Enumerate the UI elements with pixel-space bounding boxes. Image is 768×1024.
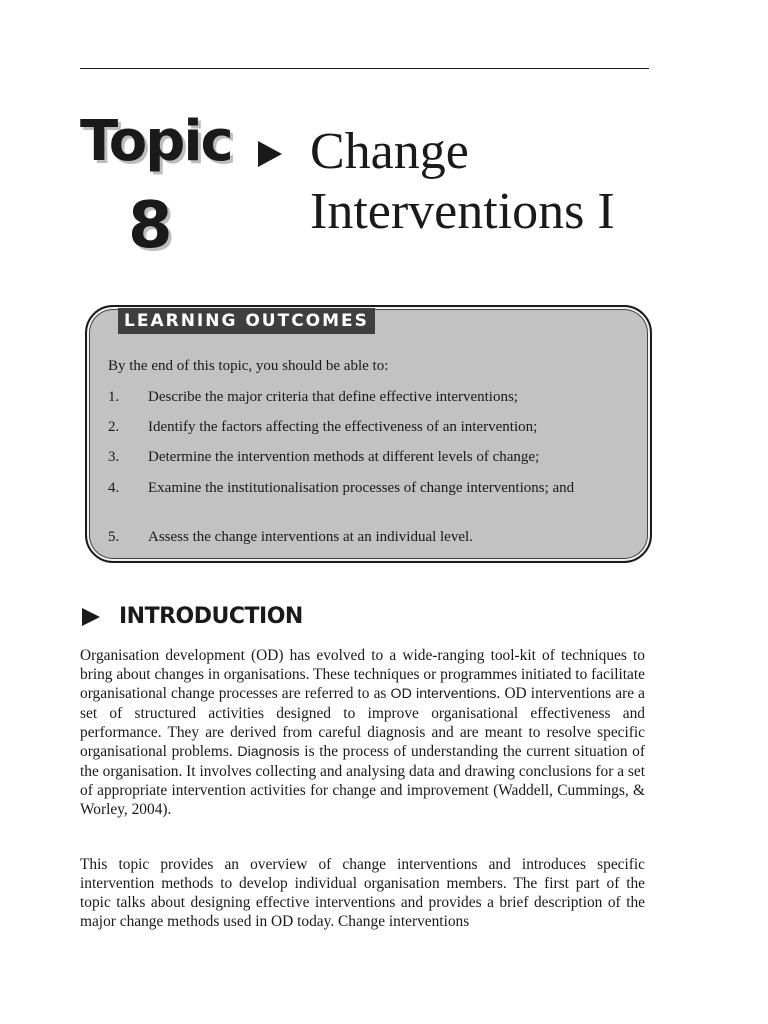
item-text: Examine the institutionalisation processes of change interventions; and [148, 480, 575, 496]
topic-number: 8 [128, 189, 173, 263]
chapter-title [310, 122, 615, 242]
paragraph-text: Organisation development (OD) has evolved to a wide-ranging tool-kit of techniques to bring about changes in organisations. These techniques or programmes initiated to facilitate organisational change processes are referred to as [80, 647, 645, 702]
paragraph-text: . OD interventions are a set of structured activities designed to improve organisational effectiveness and performance. They are derived from careful diagnosis and are meant to resolve specific organisational problems. [80, 685, 645, 760]
learning-outcomes-intro: By the end of this topic, you should be able to: [108, 358, 389, 374]
learning-outcomes-heading: LEARNING OUTCOMES [118, 308, 375, 334]
introduction-paragraph-1 [80, 646, 645, 819]
keyword-diagnosis: Diagnosis [237, 744, 300, 760]
topic-label: Topic [80, 109, 232, 174]
item-text: Identify the factors affecting the effectiveness of an intervention; [148, 419, 538, 435]
item-number: 1. [108, 389, 120, 405]
triangle-arrow-icon [82, 608, 100, 626]
item-number: 3. [108, 449, 120, 465]
top-rule [80, 68, 649, 69]
item-number: 4. [108, 480, 120, 496]
introduction-paragraph-2: This topic provides an overview of change interventions and introduces specific intervention methods to develop individual organisation members. The first part of the topic talks about designing effective interventions and provides a brief description of the major change methods used in OD today. Change interventions [80, 856, 645, 930]
paragraph-text: is the process of understanding the current situation of the organisation. It involves collecting and analysing data and drawing conclusions for a set of appropriate intervention activities for change and improvement (Waddell, Cummings, & Worley, 2004). [80, 743, 645, 818]
item-text: Determine the intervention methods at different levels of change; [148, 449, 540, 465]
item-number: 2. [108, 419, 120, 435]
item-text: Assess the change interventions at an individual level. [148, 529, 473, 545]
item-text: Describe the major criteria that define effective interventions; [148, 389, 518, 405]
chapter-title-line2: Interventions I [310, 183, 615, 240]
chapter-title-line1: Change [310, 123, 469, 180]
triangle-arrow-icon [258, 141, 282, 167]
introduction-heading: INTRODUCTION [119, 604, 303, 629]
item-number: 5. [108, 529, 120, 545]
keyword-od-interventions: OD interventions [390, 686, 497, 702]
